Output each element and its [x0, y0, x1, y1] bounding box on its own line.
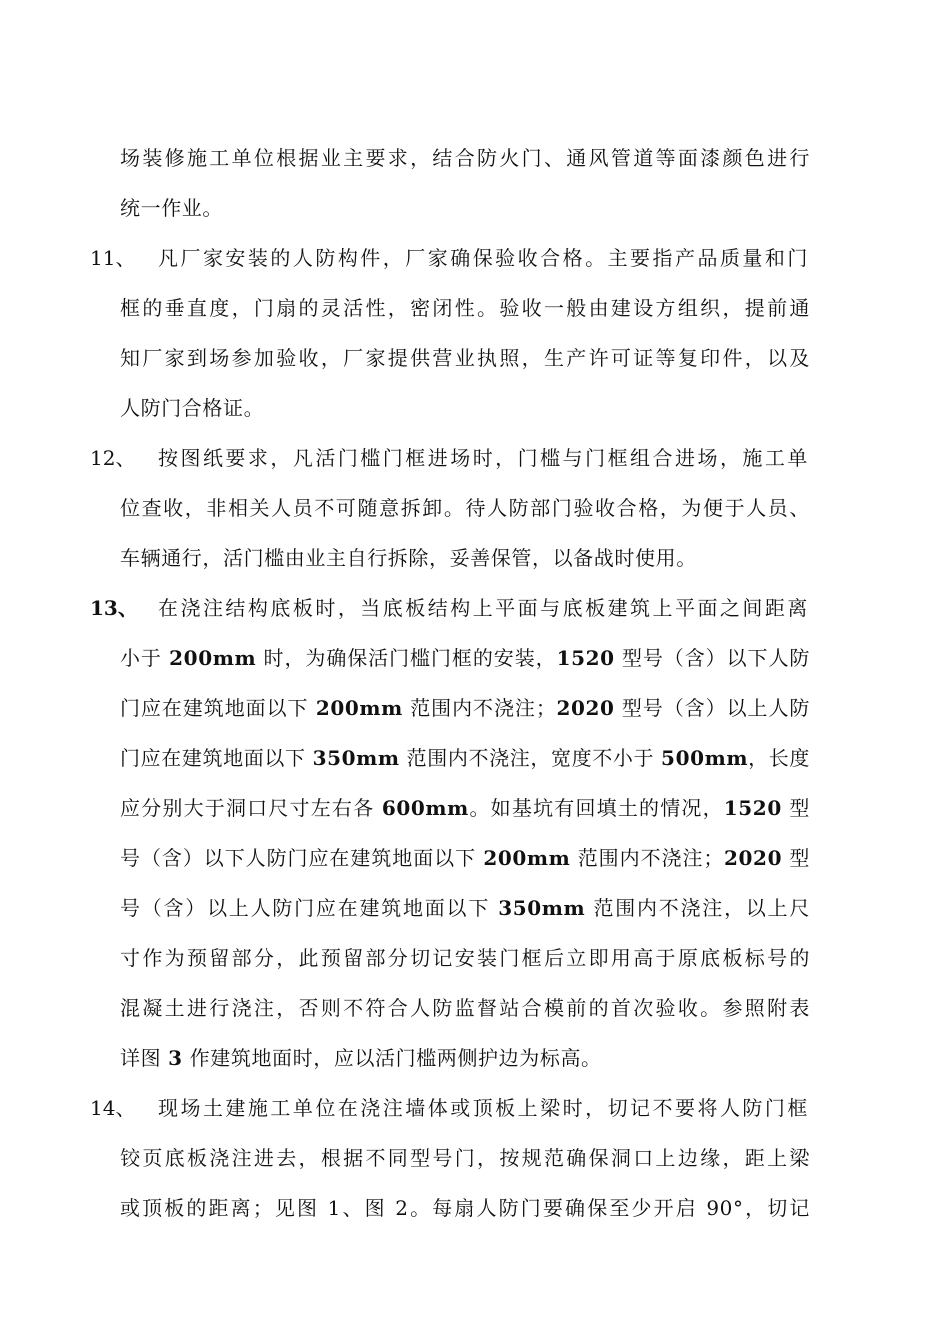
text-run: 型号（含）以下人防: [614, 646, 810, 670]
text-run-bold: 3: [168, 1046, 183, 1070]
paragraph-line: 位查收，非相关人员不可随意拆卸。待人防部门验收合格，为便于人员、: [120, 496, 810, 520]
paragraph-line: [120, 783, 810, 833]
paragraph-line: [120, 833, 810, 883]
text-run: 门应在建筑地面以下: [120, 746, 313, 770]
text-run-bold: 200mm: [169, 646, 257, 670]
text-run-bold: 500mm: [661, 746, 749, 770]
text-run: 范围内不浇注；: [402, 696, 557, 720]
text-run: 详图: [120, 1046, 169, 1070]
text-run-bold: 1520: [723, 796, 782, 820]
list-item-11: [90, 233, 810, 283]
text-run: 应分别大于洞口尺寸左右各: [120, 796, 382, 820]
text-run: 型号（含）以上人防: [614, 696, 811, 720]
paragraph-line: [120, 883, 810, 933]
text-run: 号（含）以上人防门应在建筑地面以下: [120, 896, 499, 920]
item-number: 12、: [90, 446, 136, 470]
text-run-bold: 200mm: [315, 696, 403, 720]
text-run: 范围内不浇注；: [570, 846, 725, 870]
paragraph-line: [120, 683, 810, 733]
text-run: 小于: [120, 646, 170, 670]
paragraph-line: 车辆通行，活门槛由业主自行拆除，妥善保管，以备战时使用。: [120, 546, 697, 570]
text-run-bold: 350mm: [498, 896, 586, 920]
item-number: 13、: [90, 596, 138, 620]
paragraph-line: 现场土建施工单位在浇注墙体或顶板上梁时，切记不要将人防门框: [158, 1096, 808, 1120]
text-run-bold: 200mm: [483, 846, 571, 870]
paragraph-line: 凡厂家安装的人防构件，厂家确保验收合格。主要指产品质量和门: [158, 246, 808, 270]
paragraph-line: 场装修施工单位根据业主要求，结合防火门、通风管道等面漆颜色进行: [120, 146, 810, 170]
list-item-13: [90, 583, 810, 633]
text-run: 号（含）以下人防门应在建筑地面以下: [120, 846, 484, 870]
item-number: 11、: [90, 246, 136, 270]
paragraph-line: 在浇注结构底板时，当底板结构上平面与底板建筑上平面之间距离: [158, 596, 808, 620]
paragraph-line: 或顶板的距离；见图 1、图 2。每扇人防门要确保至少开启 90°，切记: [120, 1196, 810, 1220]
paragraph-line: 人防门合格证。: [120, 396, 265, 420]
paragraph-line: 铰页底板浇注进去，根据不同型号门，按规范确保洞口上边缘，距上梁: [120, 1146, 810, 1170]
text-run-bold: 600mm: [381, 796, 469, 820]
text-run-bold: 2020: [556, 696, 615, 720]
text-run: 型: [782, 846, 810, 870]
list-item-12: [90, 433, 810, 483]
paragraph-line: [120, 633, 810, 683]
paragraph-line: [120, 733, 810, 783]
paragraph-line: 统一作业。: [120, 196, 223, 220]
list-item-14: [90, 1083, 810, 1133]
paragraph-line: 知厂家到场参加验收，厂家提供营业执照，生产许可证等复印件，以及: [120, 346, 810, 370]
text-run: 门应在建筑地面以下: [120, 696, 316, 720]
paragraph-line: [120, 933, 810, 983]
item-number: 14、: [90, 1096, 136, 1120]
paragraph-line: 按图纸要求，凡活门槛门框进场时，门槛与门框组合进场，施工单: [158, 446, 808, 470]
text-run: ，长度: [748, 746, 810, 770]
text-run-bold: 2020: [724, 846, 783, 870]
text-run: 寸作为预留部分，此预留部分切记安装门框后立即用高于原底板标号的: [120, 946, 810, 970]
paragraph-line: [120, 1033, 810, 1083]
paragraph-line: 框的垂直度，门扇的灵活性，密闭性。验收一般由建设方组织，提前通: [120, 296, 810, 320]
text-run-bold: 350mm: [312, 746, 400, 770]
text-run: 时，为确保活门槛门框的安装，: [256, 646, 557, 670]
text-run: 范围内不浇注，以上尺: [585, 896, 810, 920]
text-run: 型: [781, 796, 810, 820]
paragraph-line: 混凝土进行浇注，否则不符合人防监督站合模前的首次验收。参照附表: [120, 996, 810, 1020]
text-run: 。如基坑有回填土的情况，: [468, 796, 724, 820]
text-run: 范围内不浇注，宽度不小于: [399, 746, 662, 770]
text-run-bold: 1520: [556, 646, 615, 670]
text-run: 作建筑地面时，应以活门槛两侧护边为标高。: [182, 1046, 602, 1070]
